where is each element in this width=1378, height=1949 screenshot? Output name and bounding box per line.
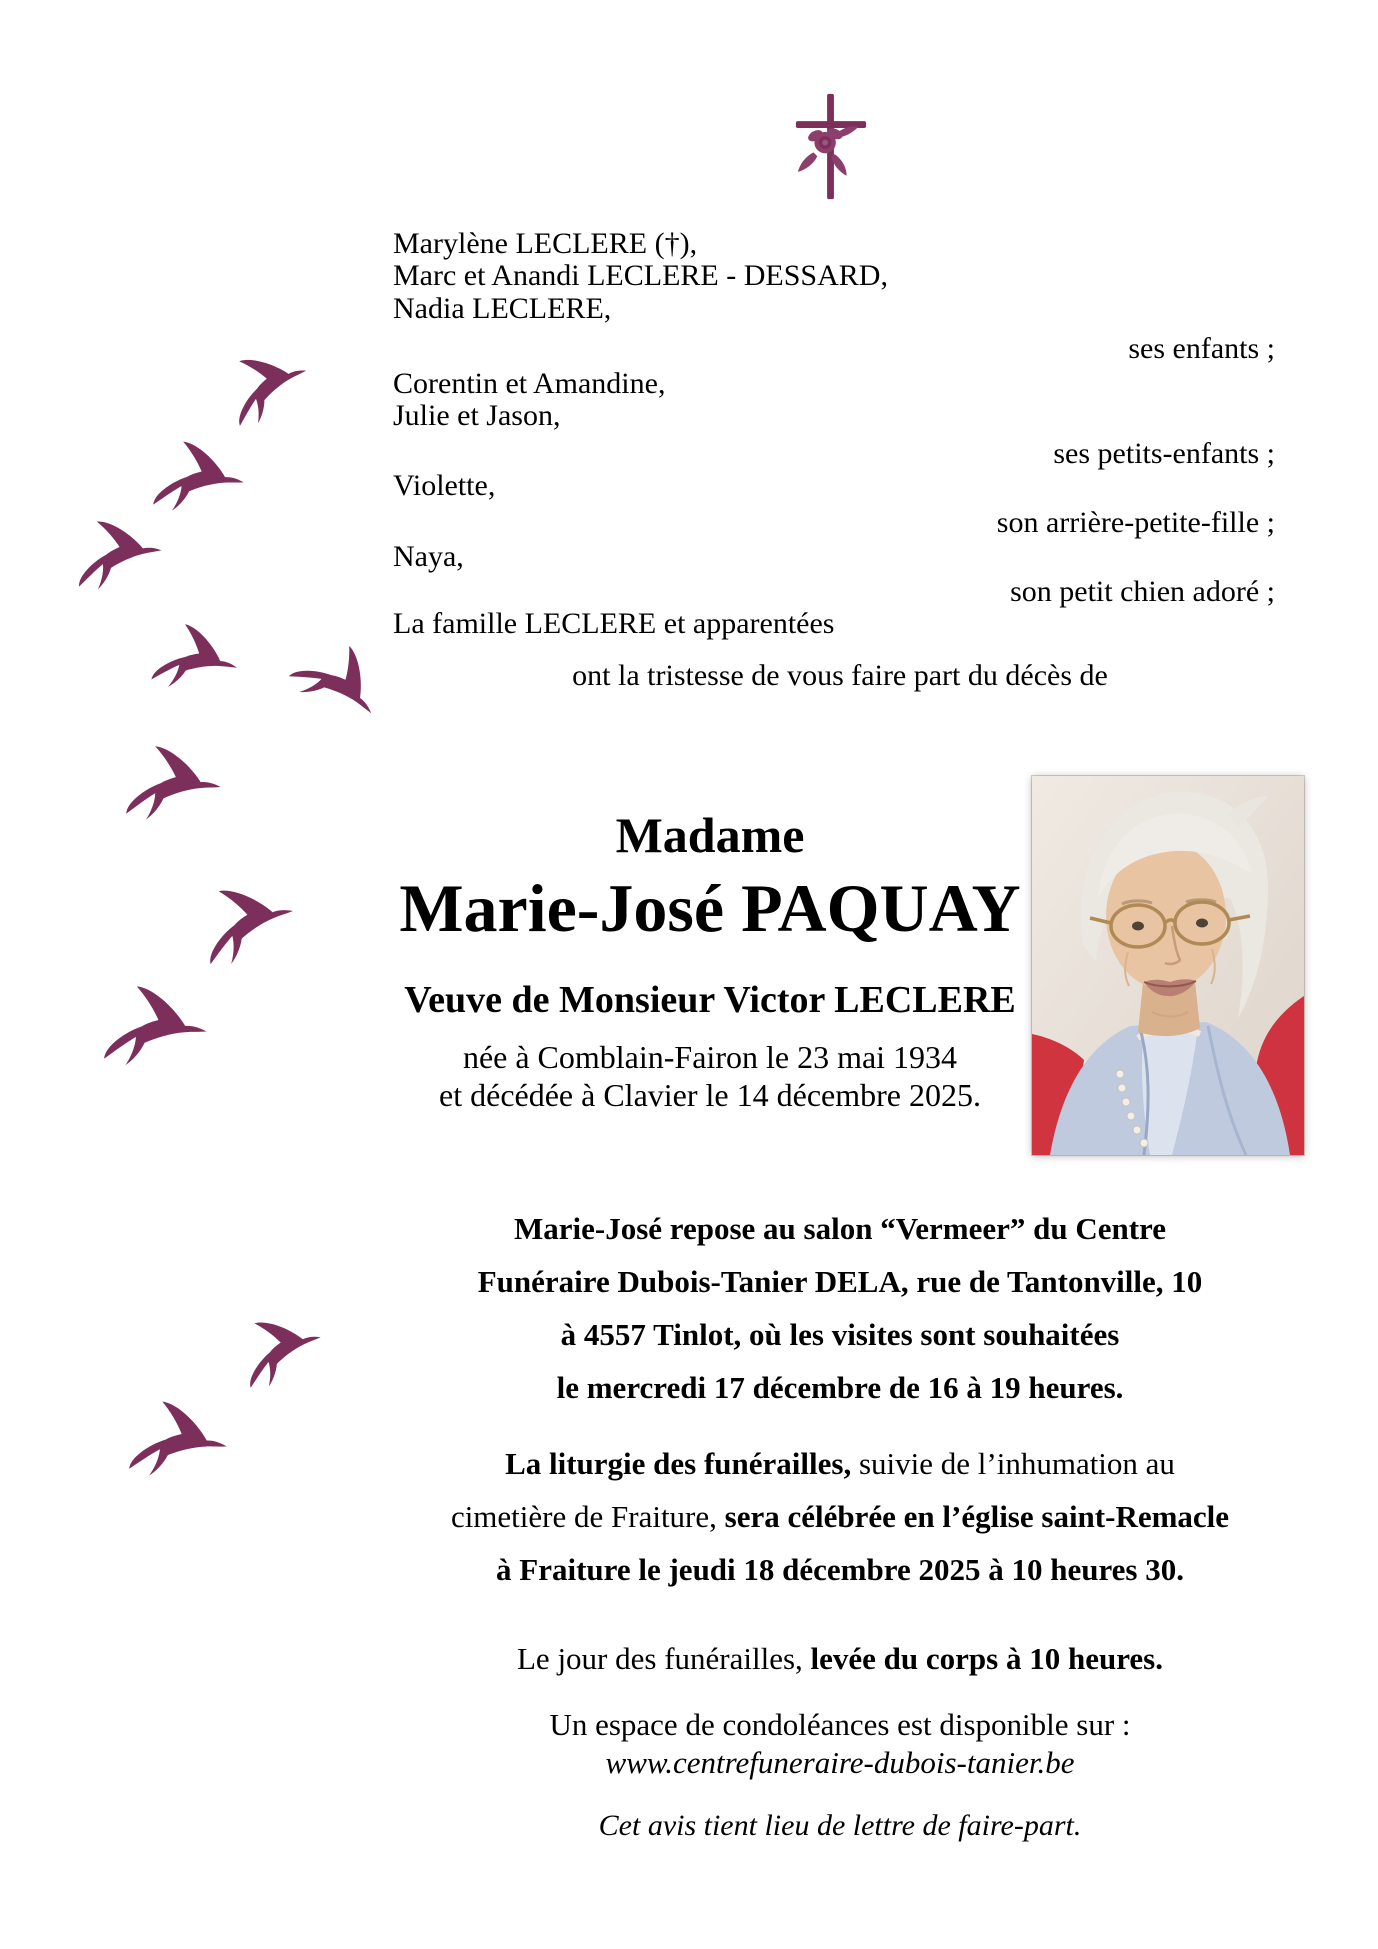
family-line: Marylène LECLERE (†), [393,227,698,260]
funeral-line-rest: suivie de l’inhumation au [851,1446,1175,1481]
condolences-line: Un espace de condoléances est disponible sur : [549,1707,1131,1742]
deceased-title: Madame [615,807,805,863]
family-line: Nadia LECLERE, [393,292,612,325]
flying-bird-icon [97,979,211,1093]
flying-bird-icon [212,335,327,450]
closing-line: Cet avis tient lieu de lettre de faire-part. [598,1809,1082,1842]
cross-with-rose-icon [792,88,870,206]
family-line: Naya, [393,540,464,573]
family-line: Julie et Jason, [393,399,561,432]
departure-line [390,1642,1290,1675]
flying-bird-icon [147,435,248,536]
flying-bird-icon [122,1394,233,1505]
visitation-line: Funéraire Dubois-Tanier DELA, rue de Tantonville, 10 [477,1264,1203,1299]
family-line: Violette, [393,469,496,502]
funeral-line-normal: cimetière de Fraiture, [450,1499,725,1534]
announcement-line: ont la tristesse de vous faire part du décès de [572,659,1108,692]
funeral-line [390,1447,1290,1480]
condolences-website: www.centrefuneraire-dubois-tanier.be [605,1745,1075,1780]
flying-bird-icon [269,623,399,753]
flying-bird-icon [120,740,223,843]
funeral-line-bold: sera célébrée en l’église saint-Remacle [724,1499,1230,1534]
family-line: Marc et Anandi LECLERE - DESSARD, [393,259,888,292]
birth-line: née à Comblain-Fairon le 23 mai 1934 [462,1039,958,1075]
widow-line: Veuve de Monsieur Victor LECLERE [404,979,1016,1021]
relation-label: son petit chien adoré ; [1010,575,1275,608]
flying-bird-icon [67,510,168,611]
deceased-name: Marie-José PAQUAY [399,870,1021,946]
departure-bold: levée du corps à 10 heures. [810,1641,1163,1676]
funeral-line [390,1500,1290,1533]
flying-bird-icon [143,615,245,717]
flying-bird-icon [187,869,309,991]
funeral-line-bold: La liturgie des funérailles, [505,1446,852,1481]
funeral-line: à Fraiture le jeudi 18 décembre 2025 à 10 heures 30. [496,1552,1184,1587]
departure-normal: Le jour des funérailles, [517,1641,811,1676]
portrait-photo [1032,776,1304,1155]
visitation-line: le mercredi 17 décembre de 16 à 19 heures. [556,1370,1124,1405]
flying-bird-icon [227,1301,338,1412]
family-line: Corentin et Amandine, [393,367,666,400]
visitation-line: Marie-José repose au salon “Vermeer” du Centre [513,1211,1167,1246]
relation-label: ses petits-enfants ; [1053,437,1275,470]
family-line: La famille LECLERE et apparentées [393,607,835,640]
visitation-line: à 4557 Tinlot, où les visites sont souhaitées [560,1317,1120,1352]
relation-label: son arrière-petite-fille ; [996,506,1275,539]
relation-label: ses enfants ; [1128,332,1275,365]
death-line: et décédée à Clavier le 14 décembre 2025. [439,1077,981,1113]
